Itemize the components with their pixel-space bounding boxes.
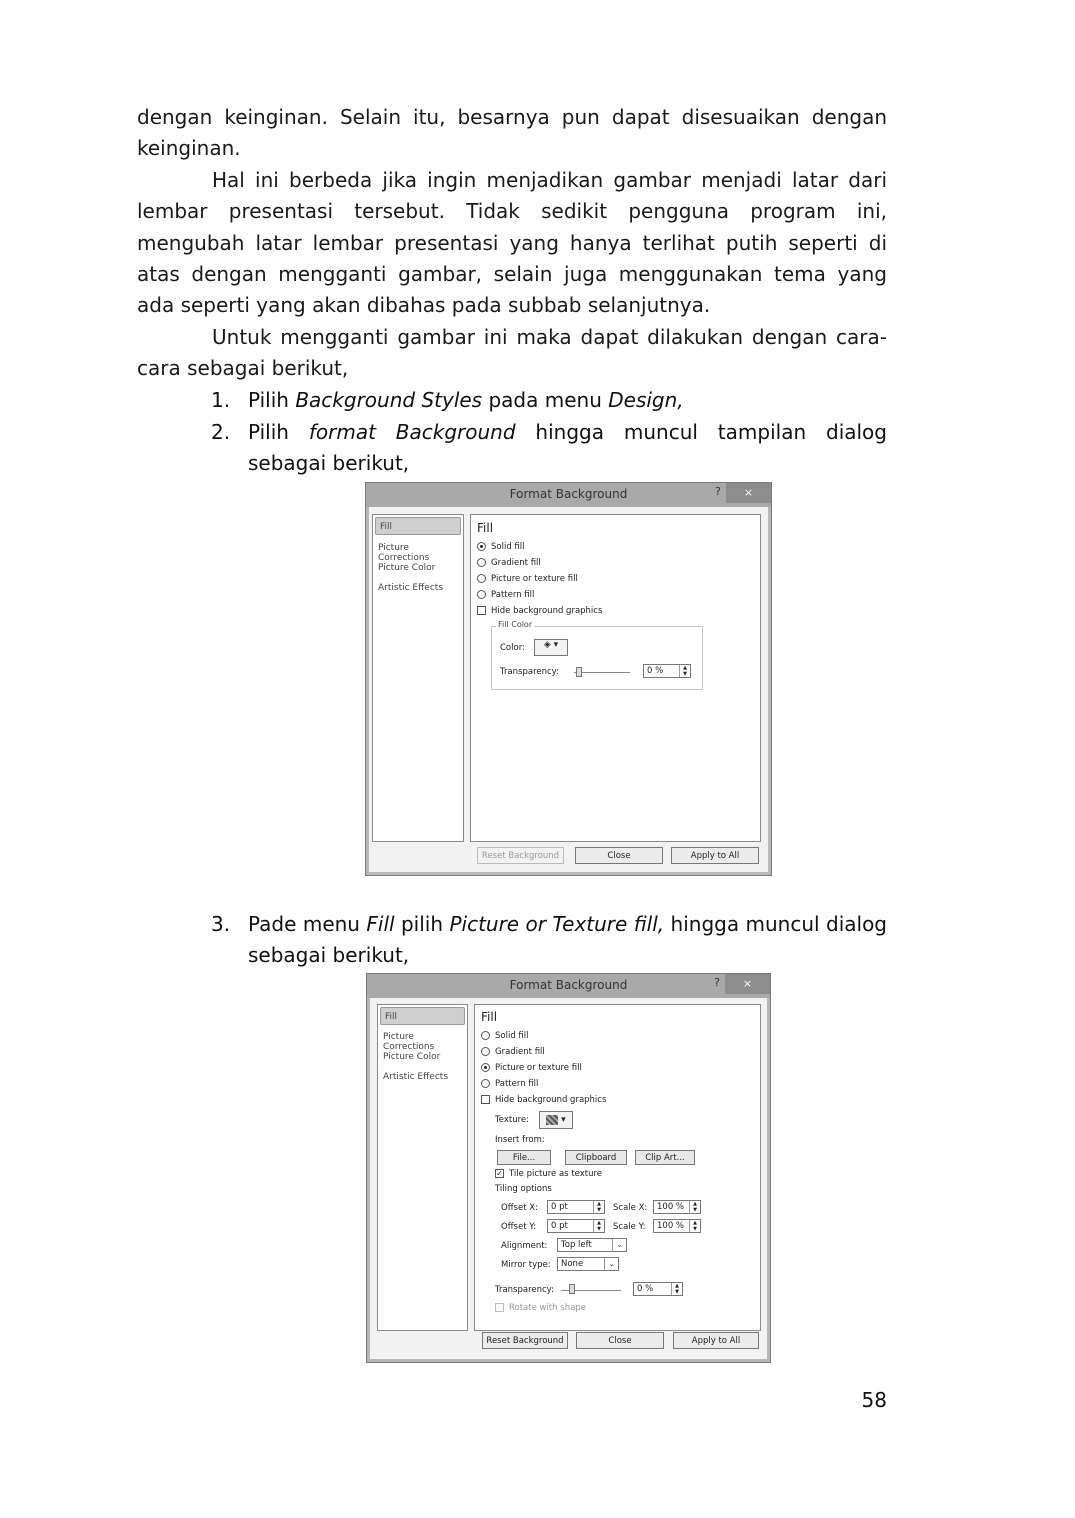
paragraph-3: Untuk mengganti gambar ini maka dapat dilakukan dengan cara-cara sebagai berikut,	[137, 325, 887, 381]
transparency-slider[interactable]	[574, 672, 630, 673]
pane-title: Fill	[481, 1010, 498, 1024]
list-item-2	[211, 417, 887, 480]
scale-y-label: Scale Y:	[613, 1222, 646, 1232]
list-text: Pilih format Background hingga muncul tampilan dialog sebagai berikut,	[248, 420, 887, 476]
fill-pane	[470, 514, 761, 842]
format-background-dialog-1	[365, 482, 772, 876]
hide-background-graphics-checkbox[interactable]: Hide background graphics	[477, 605, 602, 617]
apply-to-all-button[interactable]: Apply to All	[671, 847, 759, 864]
spinner-arrows-icon[interactable]: ▲ ▼	[679, 665, 690, 677]
transparency-label: Transparency:	[500, 667, 559, 677]
pattern-fill-option[interactable]: Pattern fill	[477, 589, 534, 601]
radio-selected-icon	[481, 1063, 490, 1072]
hide-background-graphics-checkbox[interactable]: Hide background graphics	[481, 1094, 606, 1106]
radio-selected-icon	[477, 542, 486, 551]
group-label: Fill Color	[498, 620, 533, 629]
pane-title: Fill	[477, 521, 494, 535]
solid-fill-option[interactable]: Solid fill	[477, 541, 525, 553]
texture-picker-button[interactable]: ▾	[539, 1111, 573, 1129]
nav-pane	[372, 514, 464, 842]
list-number: 1.	[211, 388, 231, 412]
clip-art-button[interactable]: Clip Art...	[635, 1150, 695, 1165]
checkbox-icon	[477, 606, 486, 615]
nav-item-picture-color[interactable]: Picture Color	[383, 1052, 441, 1062]
spinner-arrows-icon[interactable]: ▲ ▼	[593, 1220, 604, 1232]
reset-background-button[interactable]: Reset Background	[477, 847, 564, 864]
color-label: Color:	[500, 643, 525, 653]
spinner-arrows-icon[interactable]: ▲ ▼	[689, 1220, 700, 1232]
spinner-arrows-icon[interactable]: ▲ ▼	[689, 1201, 700, 1213]
nav-item-artistic-effects[interactable]: Artistic Effects	[383, 1072, 449, 1082]
radio-icon	[481, 1079, 490, 1088]
radio-icon	[481, 1047, 490, 1056]
help-icon[interactable]: ?	[715, 485, 721, 498]
mirror-type-label: Mirror type:	[501, 1260, 551, 1270]
alignment-label: Alignment:	[501, 1241, 548, 1251]
radio-icon	[477, 558, 486, 567]
mirror-type-select[interactable]: None ⌄	[557, 1257, 619, 1271]
color-picker-button[interactable]	[534, 639, 568, 656]
offset-y-input[interactable]: 0 pt ▲ ▼	[547, 1219, 605, 1233]
solid-fill-option[interactable]: Solid fill	[481, 1030, 529, 1042]
scale-x-label: Scale X:	[613, 1203, 648, 1213]
gradient-fill-option[interactable]: Gradient fill	[477, 557, 541, 569]
nav-item-artistic-effects[interactable]: Artistic Effects	[378, 583, 444, 593]
texture-icon	[546, 1115, 558, 1125]
offset-x-label: Offset X:	[501, 1203, 538, 1213]
texture-label: Texture:	[495, 1115, 529, 1125]
spinner-arrows-icon[interactable]: ▲ ▼	[593, 1201, 604, 1213]
tile-picture-checkbox[interactable]: ✓ Tile picture as texture	[496, 1169, 603, 1179]
spinner-arrows-icon[interactable]: ▲ ▼	[671, 1283, 682, 1295]
pattern-fill-option[interactable]: Pattern fill	[481, 1078, 538, 1090]
tiling-options-label: Tiling options	[495, 1184, 552, 1194]
chevron-down-icon[interactable]: ⌄	[612, 1239, 626, 1251]
nav-pane	[377, 1004, 468, 1331]
dialog-title: Format Background	[509, 487, 628, 501]
list-number: 3.	[211, 912, 231, 936]
format-background-dialog-2	[366, 973, 771, 1363]
fill-color-group	[491, 620, 703, 690]
list-item-1	[211, 385, 887, 417]
dialog-title-bar	[366, 483, 771, 507]
transparency-label: Transparency:	[495, 1285, 554, 1295]
fill-pane	[474, 1004, 761, 1331]
radio-icon	[477, 590, 486, 599]
close-button[interactable]: Close	[575, 847, 663, 864]
transparency-input[interactable]: 0 % ▲ ▼	[643, 664, 691, 678]
dialog-title: Format Background	[509, 978, 628, 992]
picture-texture-fill-option[interactable]: Picture or texture fill	[477, 573, 578, 585]
scale-x-input[interactable]: 100 % ▲ ▼	[653, 1200, 701, 1214]
chevron-down-icon[interactable]: ⌄	[604, 1258, 618, 1270]
nav-item-picture-corrections[interactable]: Picture Corrections	[383, 1032, 435, 1052]
slider-thumb[interactable]	[576, 667, 582, 677]
paragraph-2: Hal ini berbeda jika ingin menjadikan gambar menjadi latar dari lembar presentasi tersebut. Tidak sedikit pengguna program ini, mengubah latar lembar presentasi yang hanya terlihat putih seperti di atas dengan mengganti gambar, selain juga menggunakan tema yang ada seperti yang akan dibahas pada subbab selanjutnya.	[137, 168, 887, 318]
nav-item-fill[interactable]: Fill	[375, 517, 461, 535]
nav-item-picture-corrections[interactable]: Picture Corrections	[378, 543, 430, 563]
slider-thumb[interactable]	[569, 1284, 575, 1294]
nav-item-picture-color[interactable]: Picture Color	[378, 563, 436, 573]
list-number: 2.	[211, 420, 231, 444]
rotate-with-shape-checkbox[interactable]: Rotate with shape	[495, 1302, 586, 1314]
radio-icon	[481, 1031, 490, 1040]
scale-y-input[interactable]: 100 % ▲ ▼	[653, 1219, 701, 1233]
checkbox-icon	[495, 1303, 504, 1312]
page-number: 58	[861, 1388, 887, 1412]
offset-y-label: Offset Y:	[501, 1222, 537, 1232]
paragraph-1: dengan keinginan. Selain itu, besarnya pun dapat disesuaikan dengan keinginan.	[137, 105, 887, 161]
dialog-body	[369, 507, 768, 872]
dialog-body	[370, 998, 767, 1359]
transparency-input[interactable]: 0 % ▲ ▼	[633, 1282, 683, 1296]
picture-texture-fill-option[interactable]: Picture or texture fill	[481, 1062, 582, 1074]
clipboard-button[interactable]: Clipboard	[565, 1150, 627, 1165]
insert-from-label: Insert from:	[495, 1135, 545, 1145]
dialog-title-bar	[367, 974, 770, 998]
help-icon[interactable]: ?	[714, 976, 720, 989]
reset-background-button[interactable]: Reset Background	[482, 1332, 568, 1349]
close-icon[interactable]: ×	[725, 974, 770, 994]
gradient-fill-option[interactable]: Gradient fill	[481, 1046, 545, 1058]
file-button[interactable]: File...	[497, 1150, 551, 1165]
checkmark-icon: ✓	[496, 1169, 503, 1178]
list-text: Pilih Background Styles pada menu Design,	[248, 388, 684, 412]
radio-icon	[477, 574, 486, 583]
list-text: Pade menu Fill pilih Picture or Texture fill, hingga muncul dialog sebagai berikut,	[248, 912, 887, 968]
paint-bucket-icon: ◈ ▾	[543, 640, 559, 650]
offset-x-input[interactable]: 0 pt ▲ ▼	[547, 1200, 605, 1214]
close-icon[interactable]: ×	[726, 483, 771, 503]
nav-item-fill[interactable]: Fill	[380, 1007, 465, 1025]
apply-to-all-button[interactable]: Apply to All	[673, 1332, 759, 1349]
list-item-3	[211, 909, 887, 972]
close-button[interactable]: Close	[576, 1332, 664, 1349]
alignment-select[interactable]: Top left ⌄	[557, 1238, 627, 1252]
checkbox-icon	[481, 1095, 490, 1104]
